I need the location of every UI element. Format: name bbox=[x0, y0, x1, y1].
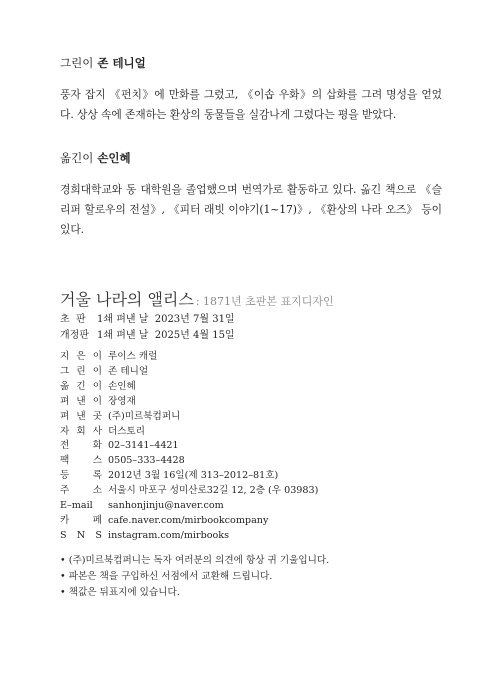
credit-value: sanhonjinju@naver.com bbox=[108, 500, 224, 512]
credit-label: 지 은 이 bbox=[60, 351, 102, 362]
credit-value: 서울시 마포구 성미산로32길 12, 2층 (우 03983) bbox=[108, 485, 319, 497]
credit-row bbox=[60, 439, 318, 454]
credit-value: cafe.naver.com/mirbookcompany bbox=[108, 514, 269, 526]
credit-row bbox=[60, 410, 318, 425]
notice-item: • 파본은 책을 구입하신 서점에서 교환해 드립니다. bbox=[60, 571, 273, 582]
credit-value: 더스토리 bbox=[108, 425, 146, 437]
credit-value: 장영재 bbox=[108, 395, 136, 407]
credit-value: (주)미르북컴퍼니 bbox=[108, 410, 181, 422]
credit-label: 주 소 bbox=[60, 485, 102, 497]
translator-bio-text: 경희대학교와 동 대학원을 졸업했으며 번역가로 활동하고 있다. 옮긴 책으로 《슬리퍼 할로우의 전설》, 《피터 래빗 이야기(1~17)》, 《환상의 나라 오즈》 등이 있다. bbox=[60, 183, 442, 236]
credit-label: S N S bbox=[60, 529, 102, 541]
book-title-row bbox=[60, 287, 334, 310]
credit-value: 0505–333–4428 bbox=[108, 455, 185, 467]
illustrator-bio bbox=[60, 55, 442, 125]
edition-value: 1쇄 펴낸 날 2025년 4월 15일 bbox=[97, 330, 235, 341]
credit-row bbox=[60, 395, 318, 410]
edition-label: 초 판 bbox=[60, 314, 86, 325]
credit-row bbox=[60, 499, 318, 514]
credit-label: 펴 낸 곳 bbox=[60, 410, 102, 422]
illustrator-role: 그린이 bbox=[60, 56, 94, 70]
translator-name: 손인혜 bbox=[97, 151, 131, 165]
publication-credits bbox=[60, 350, 318, 544]
edition-row bbox=[60, 328, 235, 344]
credit-value: 존 테니얼 bbox=[108, 365, 149, 377]
credit-row bbox=[60, 514, 318, 529]
translator-role: 옮긴이 bbox=[60, 151, 94, 165]
notices bbox=[60, 553, 329, 601]
edition-label: 개정판 bbox=[60, 330, 89, 341]
credit-label: 자 회 사 bbox=[60, 425, 102, 437]
illustrator-heading bbox=[60, 55, 442, 71]
credit-row bbox=[60, 469, 318, 484]
edition-info bbox=[60, 312, 235, 344]
notice-item: • 책값은 뒤표지에 있습니다. bbox=[60, 587, 180, 598]
notice-item: • (주)미르북컴퍼니는 독자 여러분의 의견에 항상 귀 기울입니다. bbox=[60, 555, 330, 566]
credit-row bbox=[60, 365, 318, 380]
credit-row bbox=[60, 529, 318, 544]
credit-label: 옮 긴 이 bbox=[60, 380, 102, 392]
illustrator-name: 존 테니얼 bbox=[97, 56, 146, 70]
credit-label: 등 록 bbox=[60, 470, 102, 482]
translator-bio bbox=[60, 150, 442, 240]
illustrator-bio-text: 풍자 잡지 《펀치》에 만화를 그렸고, 《이솝 우화》의 삽화를 그려 명성을 얻었다. 상상 속에 존재하는 환상의 동물들을 실감나게 그렸다는 평을 받았다. bbox=[60, 88, 442, 121]
credit-row bbox=[60, 380, 318, 395]
credit-value: 루이스 캐럴 bbox=[108, 351, 158, 362]
credit-label: 카 페 bbox=[60, 514, 102, 526]
credit-label: E–mail bbox=[60, 500, 93, 512]
credit-label: 팩 스 bbox=[60, 455, 102, 467]
credit-label: 전 화 bbox=[60, 440, 102, 452]
credit-value: instagram.com/mirbooks bbox=[108, 529, 229, 541]
credit-label: 펴 낸 이 bbox=[60, 395, 102, 407]
credit-label: 그 린 이 bbox=[60, 365, 102, 377]
credit-row bbox=[60, 484, 318, 499]
book-subtitle: : 1871년 초판본 표지디자인 bbox=[195, 295, 334, 308]
credit-value: 2012년 3월 16일(제 313–2012–81호) bbox=[108, 470, 279, 482]
credit-row bbox=[60, 425, 318, 440]
edition-row bbox=[60, 312, 235, 328]
credit-row bbox=[60, 350, 318, 365]
credit-value: 손인혜 bbox=[108, 380, 136, 392]
translator-heading bbox=[60, 150, 442, 166]
credit-row bbox=[60, 454, 318, 469]
credit-value: 02–3141–4421 bbox=[108, 440, 179, 452]
book-title: 거울 나라의 앨리스 bbox=[60, 290, 194, 309]
edition-value: 1쇄 펴낸 날 2023년 7월 31일 bbox=[97, 314, 235, 325]
